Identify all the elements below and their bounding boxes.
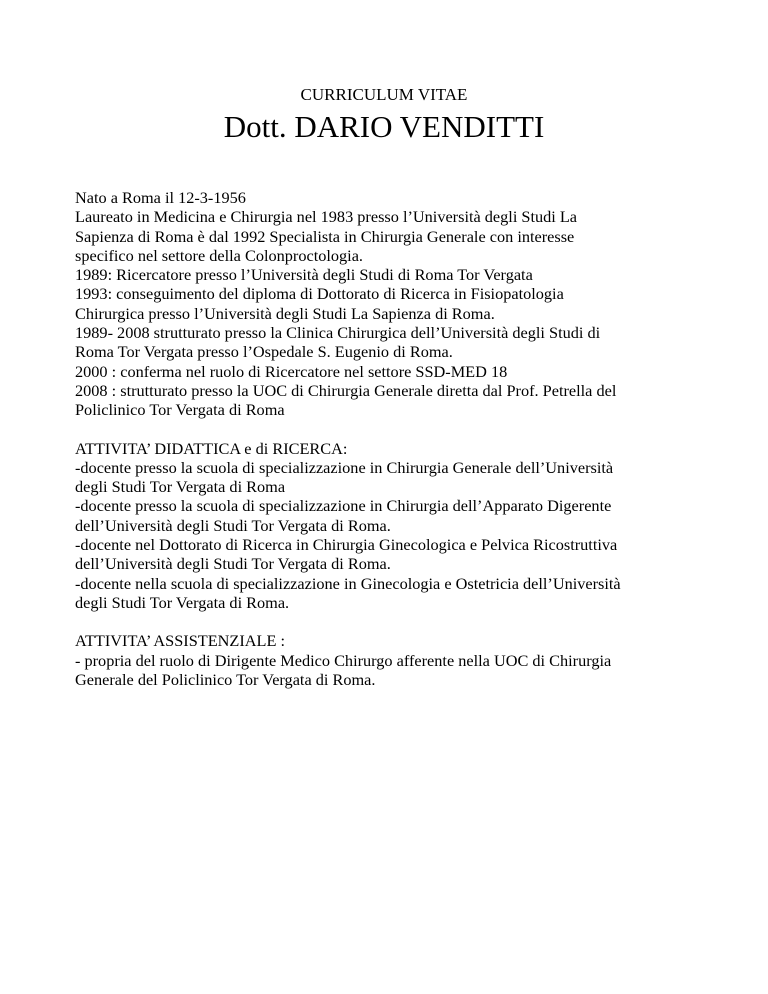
personal-line: 1989- 2008 strutturato presso la Clinica Chirurgica dell’Università degli Studi di xyxy=(75,323,601,343)
teaching-heading: ATTIVITA’ DIDATTICA e di RICERCA: xyxy=(75,438,348,458)
section-spacer xyxy=(75,612,715,631)
personal-line: 1989: Ricercatore presso l’Università degli Studi di Roma Tor Vergata xyxy=(75,265,533,285)
personal-line: 2008 : strutturato presso la UOC di Chirurgia Generale diretta dal Prof. Petrella del xyxy=(75,380,617,400)
assistance-heading: ATTIVITA’ ASSISTENZIALE : xyxy=(75,631,286,651)
personal-section xyxy=(75,188,715,420)
assistance-line: - propria del ruolo di Dirigente Medico Chirurgo afferente nella UOC di Chirurgia xyxy=(75,650,612,670)
teaching-line: -docente nella scuola di specializzazione in Ginecologia e Ostetricia dell’Università xyxy=(75,573,621,593)
teaching-line: -docente presso la scuola di specializzazione in Chirurgia Generale dell’Università xyxy=(75,457,614,477)
section-spacer xyxy=(75,420,715,439)
document-body xyxy=(75,188,715,689)
assistance-section xyxy=(75,631,715,689)
personal-line: 2000 : conferma nel ruolo di Ricercatore nel settore SSD-MED 18 xyxy=(75,361,508,381)
document-subtitle: CURRICULUM VITAE xyxy=(300,85,468,104)
teaching-line: dell’Università degli Studi Tor Vergata di Roma. xyxy=(75,554,391,574)
personal-line: Laureato in Medicina e Chirurgia nel 1983 presso l’Università degli Studi La xyxy=(75,207,578,227)
teaching-section xyxy=(75,439,715,613)
personal-line: Sapienza di Roma è dal 1992 Specialista in Chirurgia Generale con interesse xyxy=(75,226,575,246)
personal-line: Nato a Roma il 12-3-1956 xyxy=(75,188,246,207)
personal-line: Roma Tor Vergata presso l’Ospedale S. Eugenio di Roma. xyxy=(75,342,453,362)
teaching-line: degli Studi Tor Vergata di Roma xyxy=(75,477,286,497)
personal-line: specifico nel settore della Colonproctologia. xyxy=(75,245,363,265)
teaching-line: dell’Università degli Studi Tor Vergata di Roma. xyxy=(75,515,391,535)
personal-line: Chirurgica presso l’Università degli Studi La Sapienza di Roma. xyxy=(75,303,495,323)
personal-line: 1993: conseguimento del diploma di Dottorato di Ricerca in Fisiopatologia xyxy=(75,284,564,304)
teaching-line: -docente nel Dottorato di Ricerca in Chirurgia Ginecologica e Pelvica Ricostruttiva xyxy=(75,535,618,555)
teaching-line: degli Studi Tor Vergata di Roma. xyxy=(75,592,290,612)
teaching-line: -docente presso la scuola di specializzazione in Chirurgia dell’Apparato Digerente xyxy=(75,496,612,516)
document-title: Dott. DARIO VENDITTI xyxy=(223,109,545,144)
personal-line: Policlinico Tor Vergata di Roma xyxy=(75,400,285,420)
assistance-line: Generale del Policlinico Tor Vergata di Roma. xyxy=(75,669,376,689)
